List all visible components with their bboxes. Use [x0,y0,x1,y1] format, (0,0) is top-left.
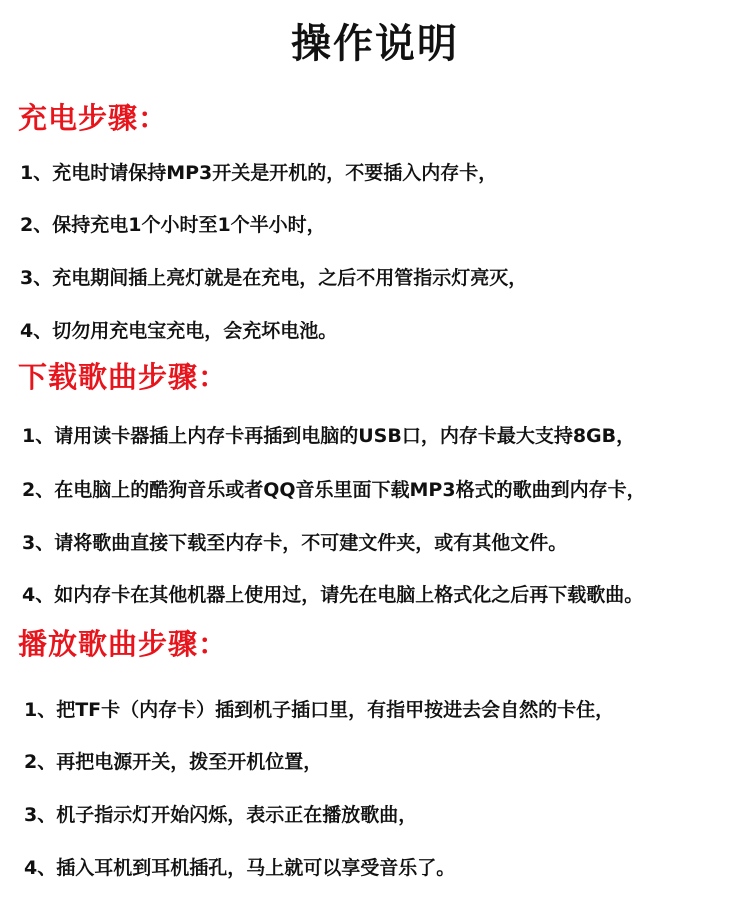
playback-step-4: 4、插入耳机到耳机插孔，马上就可以享受音乐了。 [24,857,456,879]
charging-step-1: 1、充电时请保持MP3开关是开机的，不要插入内存卡， [20,162,498,184]
charging-step-3: 3、充电期间插上亮灯就是在充电，之后不用管指示灯亮灭， [20,267,528,289]
charging-step-2: 2、保持充电1个小时至1个半小时， [20,214,326,236]
download-step-3: 3、请将歌曲直接下载至内存卡，不可建文件夹，或有其他文件。 [22,532,568,554]
page-title: 操作说明 [291,21,459,67]
playback-step-3: 3、机子指示灯开始闪烁，表示正在播放歌曲， [24,804,418,826]
section-heading-download: 下载歌曲步骤： [18,360,229,394]
charging-step-4: 4、切勿用充电宝充电，会充坏电池。 [20,320,338,342]
section-heading-playback: 播放歌曲步骤： [18,627,229,661]
section-heading-charging: 充电步骤： [18,101,169,135]
download-step-4: 4、如内存卡在其他机器上使用过，请先在电脑上格式化之后再下载歌曲。 [22,584,644,606]
playback-step-2: 2、再把电源开关，拨至开机位置， [24,751,323,773]
playback-step-1: 1、把TF卡（内存卡）插到机子插口里，有指甲按进去会自然的卡住， [24,699,615,721]
download-step-1: 1、请用读卡器插上内存卡再插到电脑的USB口，内存卡最大支持8GB， [22,425,636,447]
download-step-2: 2、在电脑上的酷狗音乐或者QQ音乐里面下载MP3格式的歌曲到内存卡， [22,479,646,501]
